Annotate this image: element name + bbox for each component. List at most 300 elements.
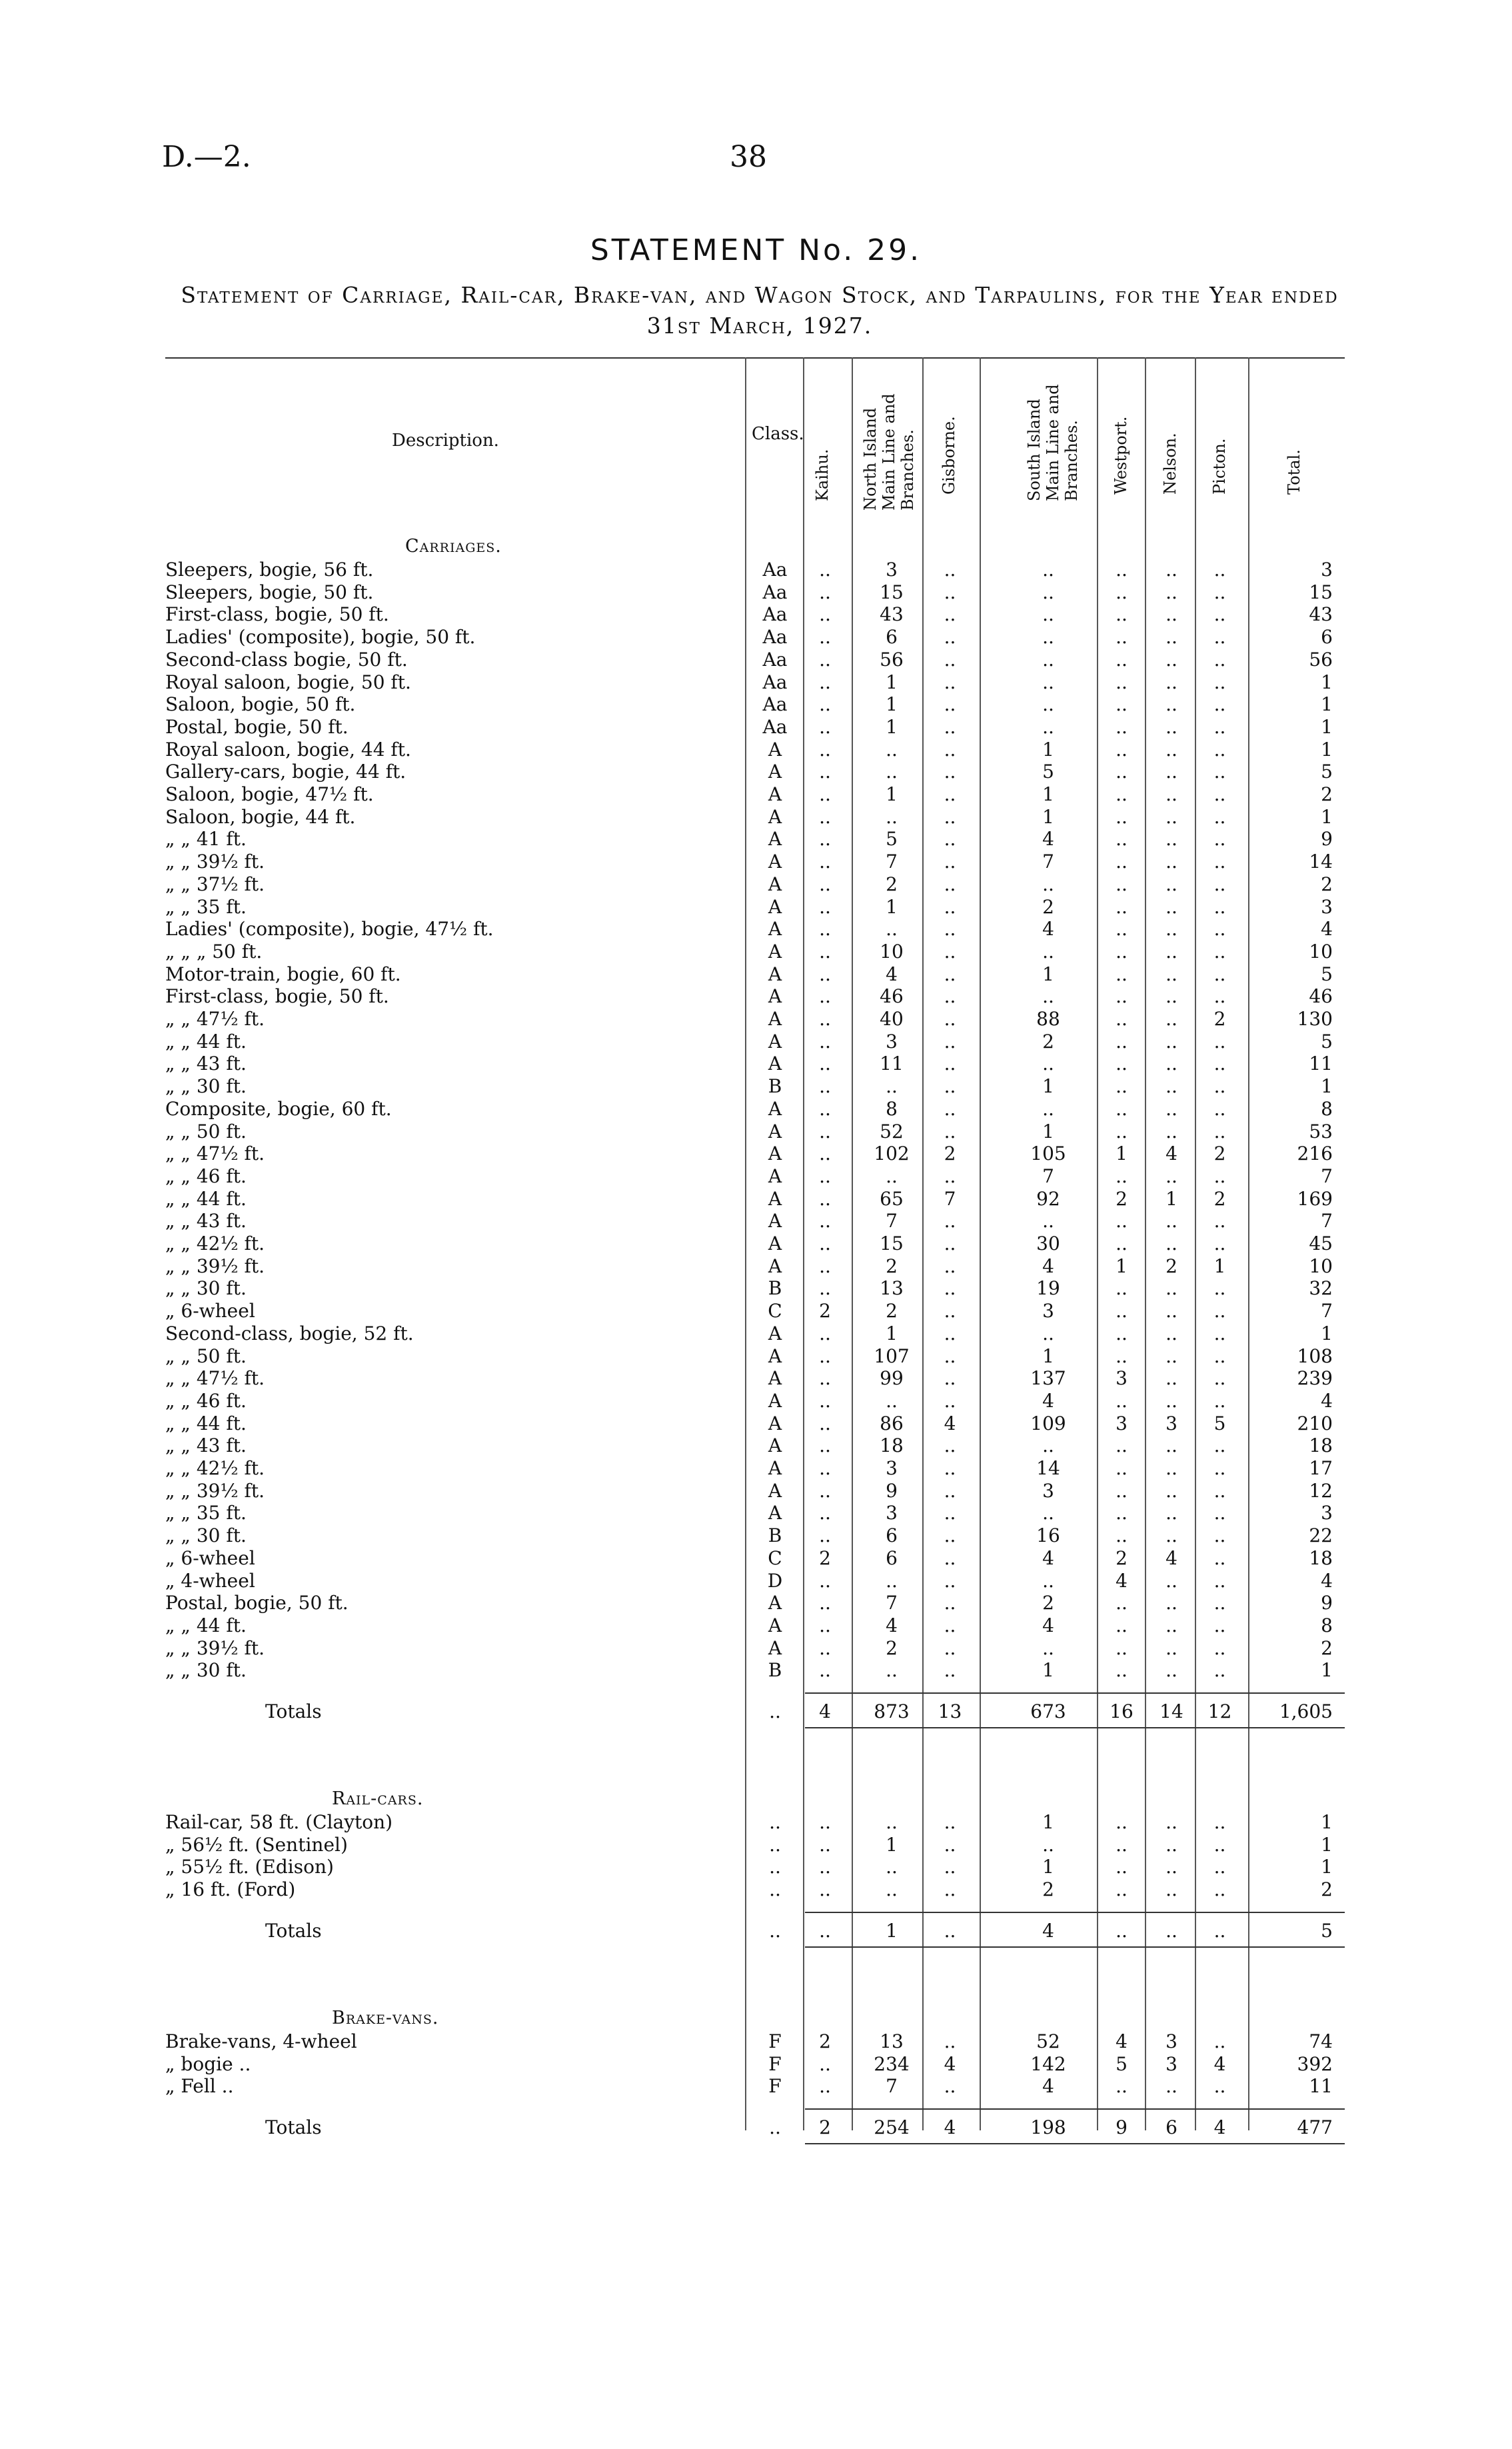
row-description: Saloon, bogie, 50 ft. [165,693,356,716]
table-row [165,963,1345,986]
row-value: .. [1165,1210,1177,1232]
row-value: .. [819,1210,831,1232]
row-description: Postal, bogie, 50 ft. [165,1592,349,1614]
row-value: 43 [1309,603,1333,626]
row-value: .. [1042,559,1054,581]
row-value: .. [1042,693,1054,716]
row-value: 7 [1042,1165,1054,1187]
row-value: .. [819,2075,831,2098]
row-value: .. [886,1569,898,1592]
row-description: „ 4-wheel [165,1569,255,1592]
row-value: 1 [1213,1254,1226,1277]
row-description: „ „ 44 ft. [165,1614,247,1636]
row-class: A [768,805,782,828]
row-value: .. [944,1457,956,1479]
row-value: .. [944,559,956,581]
row-value: 4 [1042,1546,1054,1569]
row-description: „ „ 37½ ft. [165,873,265,895]
doc-reference: D.—2. [162,140,251,174]
row-class: A [768,1097,782,1120]
row-value: .. [1213,581,1226,603]
row-value: .. [819,1833,831,1856]
table-row [165,851,1345,873]
row-value: .. [1165,940,1177,963]
statement-subtitle: Statement of Carriage, Rail-car, Brake-van, and Wagon Stock, and Tarpaulins, for the Year ended 31st March, 1927. [181,282,1339,339]
row-description: „ „ 35 ft. [165,895,247,918]
totals-row [165,1700,1345,1723]
row-value: .. [1213,1277,1226,1300]
table-row [165,1434,1345,1457]
row-description: „ „ 47½ ft. [165,1008,265,1030]
table-row [165,1232,1345,1255]
row-value: .. [944,1811,956,1833]
row-value: .. [944,1367,956,1390]
row-value: 239 [1297,1367,1333,1390]
row-value: 74 [1309,2030,1333,2052]
row-value: .. [1116,1277,1128,1300]
row-value: .. [944,1569,956,1592]
row-value: .. [1165,1097,1177,1120]
row-value: 1 [1321,738,1333,761]
totals-value: .. [1165,1919,1177,1942]
row-value: .. [944,1614,956,1636]
table-row [165,559,1345,581]
row-value: .. [1116,1502,1128,1524]
stock-table [165,357,1345,2137]
row-description: „ „ 35 ft. [165,1502,247,1524]
row-class: A [768,1636,782,1659]
row-value: .. [1116,1856,1128,1878]
row-class: A [768,873,782,895]
row-value: .. [819,940,831,963]
row-value: .. [886,1075,898,1098]
table-row [165,1188,1345,1211]
row-value: .. [1213,1075,1226,1098]
row-value: 4 [1042,1254,1054,1277]
row-value: 137 [1030,1367,1066,1390]
row-class: .. [769,1811,781,1833]
row-value: .. [1042,873,1054,895]
row-description: „ „ 43 ft. [165,1053,247,1075]
row-value: .. [819,581,831,603]
row-value: .. [1165,1479,1177,1502]
row-value: .. [1116,1165,1128,1187]
row-value: .. [1165,581,1177,603]
totals-value: .. [944,1919,956,1942]
row-value: 3 [1116,1367,1128,1390]
section-heading: Brake-vans. [332,2007,439,2028]
row-value: .. [819,1479,831,1502]
row-value: 2 [1165,1254,1177,1277]
totals-value: 14 [1159,1700,1183,1722]
table-row [165,761,1345,783]
row-value: 30 [1036,1232,1060,1254]
row-value: .. [1042,1322,1054,1344]
row-value: 4 [886,963,898,985]
table-row [165,941,1345,963]
row-value: .. [886,761,898,783]
row-value: 7 [1321,1300,1333,1322]
row-value: .. [944,1300,956,1322]
row-value: .. [1213,1479,1226,1502]
row-value: 1 [1042,1075,1054,1098]
row-value: 2 [1213,1008,1226,1030]
row-value: .. [1213,1165,1226,1187]
row-value: .. [819,1569,831,1592]
row-value: .. [1213,626,1226,649]
row-value: .. [944,1592,956,1614]
totals-value: 2 [819,2116,831,2138]
row-value: .. [1165,873,1177,895]
row-value: .. [1213,1344,1226,1367]
row-value: 5 [1321,1030,1333,1053]
col-head-total: Total. [1285,449,1303,495]
row-value: .. [1165,963,1177,985]
row-value: .. [1213,1053,1226,1075]
row-value: 1 [886,1322,898,1344]
row-value: .. [944,671,956,693]
row-value: .. [944,783,956,805]
row-value: .. [1042,1569,1054,1592]
row-class: Aa [762,603,788,626]
row-value: .. [1213,828,1226,851]
row-value: 4 [1321,918,1333,941]
row-value: 1 [1042,1856,1054,1878]
row-value: .. [1116,851,1128,873]
row-description: „ „ 44 ft. [165,1412,247,1434]
row-value: .. [1213,1592,1226,1614]
row-value: .. [1116,1030,1128,1053]
row-value: 2 [819,1546,831,1569]
row-value: .. [944,873,956,895]
row-value: .. [944,761,956,783]
row-value: .. [1165,626,1177,649]
row-value: .. [1116,1097,1128,1120]
row-value: 11 [1309,1053,1333,1075]
row-value: 3 [886,1502,898,1524]
row-value: .. [1213,1232,1226,1254]
row-value: .. [1165,1524,1177,1547]
table-row [165,1570,1345,1592]
row-value: .. [1116,1210,1128,1232]
row-value: 19 [1036,1277,1060,1300]
row-value: .. [1116,1457,1128,1479]
table-row [165,873,1345,896]
row-value: 5 [886,828,898,851]
row-value: .. [886,1165,898,1187]
row-value: 4 [1042,828,1054,851]
row-value: .. [819,1412,831,1434]
row-class: B [768,1659,782,1682]
row-value: .. [1116,1120,1128,1143]
row-value: .. [1116,559,1128,581]
row-value: .. [819,715,831,738]
row-value: 1 [1042,805,1054,828]
row-description: „ „ 39½ ft. [165,1636,265,1659]
totals-label: Totals [265,1700,322,1722]
row-value: .. [1116,1878,1128,1901]
row-description: „ „ 30 ft. [165,1659,247,1682]
row-value: 1 [1321,671,1333,693]
row-value: .. [944,918,956,941]
row-value: .. [1213,1569,1226,1592]
row-value: .. [1165,1120,1177,1143]
row-value: .. [1165,1457,1177,1479]
row-value: 4 [1116,2030,1128,2052]
row-value: .. [1116,1636,1128,1659]
row-value: .. [1116,963,1128,985]
row-value: 18 [1309,1434,1333,1457]
row-value: .. [1042,603,1054,626]
row-class: A [768,1389,782,1412]
row-value: 7 [886,1592,898,1614]
row-value: 4 [1165,1546,1177,1569]
table-row [165,649,1345,671]
row-value: .. [819,828,831,851]
table-row [165,1390,1345,1412]
row-value: 7 [886,1210,898,1232]
row-value: .. [819,1030,831,1053]
table-row [165,1834,1345,1856]
table-row [165,1856,1345,1878]
row-description: „ bogie .. [165,2052,251,2075]
row-value: 4 [944,1412,956,1434]
row-class: A [768,1120,782,1143]
row-value: .. [1165,1811,1177,1833]
table-row [165,671,1345,694]
col-head-westport: Westport. [1112,416,1130,495]
row-value: 45 [1309,1232,1333,1254]
row-value: .. [886,1856,898,1878]
row-class: .. [769,1878,781,1901]
row-value: 1 [1321,1833,1333,1856]
row-value: .. [1042,1210,1054,1232]
row-value: .. [1165,1165,1177,1187]
row-description: „ „ 39½ ft. [165,851,265,873]
row-value: 108 [1297,1344,1333,1367]
row-value: .. [1116,1479,1128,1502]
row-value: .. [886,918,898,941]
totals-value: .. [819,1919,831,1942]
row-value: .. [1116,738,1128,761]
table-row [165,1412,1345,1435]
row-value: 4 [1042,918,1054,941]
row-value: .. [1165,1389,1177,1412]
row-class: B [768,1524,782,1547]
row-class: A [768,851,782,873]
row-description: Ladies' (composite), bogie, 50 ft. [165,626,476,649]
row-value: .. [1165,1300,1177,1322]
row-value: .. [1042,581,1054,603]
row-value: .. [819,1367,831,1390]
row-value: .. [944,715,956,738]
row-value: 234 [874,2052,910,2075]
row-value: .. [819,1075,831,1098]
table-row [165,1614,1345,1637]
row-value: .. [1116,940,1128,963]
table-row [165,918,1345,941]
row-value: .. [819,895,831,918]
table-row [165,2030,1345,2053]
row-value: 11 [1309,2075,1333,2098]
row-value: 2 [1116,1546,1128,1569]
row-value: 4 [1116,1569,1128,1592]
row-value: .. [944,1277,956,1300]
row-value: .. [886,1811,898,1833]
row-value: 5 [1042,761,1054,783]
row-value: 13 [880,2030,904,2052]
totals-value: 4 [944,2116,956,2138]
row-value: 4 [1165,1143,1177,1165]
row-value: .. [1042,1053,1054,1075]
row-class: A [768,1008,782,1030]
row-value: .. [1116,1614,1128,1636]
row-description: Sleepers, bogie, 50 ft. [165,581,374,603]
row-class: A [768,918,782,941]
row-value: .. [944,1546,956,1569]
row-value: .. [1116,1075,1128,1098]
table-row [165,1075,1345,1098]
section-heading: Carriages. [405,536,502,557]
row-value: .. [819,783,831,805]
row-class: A [768,1614,782,1636]
row-value: 14 [1309,851,1333,873]
row-class: A [768,1187,782,1210]
row-value: .. [944,1210,956,1232]
row-value: 56 [1309,648,1333,671]
table-row [165,716,1345,739]
row-value: .. [944,626,956,649]
row-value: 1 [1116,1254,1128,1277]
row-value: .. [1165,1008,1177,1030]
row-class: Aa [762,693,788,716]
row-value: .. [1213,918,1226,941]
row-value: .. [819,1322,831,1344]
row-description: Saloon, bogie, 44 ft. [165,805,356,828]
row-description: Royal saloon, bogie, 50 ft. [165,671,411,693]
row-description: „ „ 42½ ft. [165,1232,265,1254]
row-class: A [768,738,782,761]
row-value: .. [819,648,831,671]
row-value: 102 [874,1143,910,1165]
row-description: „ „ 44 ft. [165,1187,247,1210]
row-description: „ „ 41 ft. [165,828,247,851]
row-value: .. [1116,693,1128,716]
row-value: 92 [1036,1187,1060,1210]
row-value: .. [1213,1389,1226,1412]
row-value: 3 [1165,1412,1177,1434]
totals-value: 1 [886,1919,898,1942]
row-value: .. [1213,783,1226,805]
totals-value: .. [1116,1919,1128,1942]
row-value: 18 [880,1434,904,1457]
row-value: .. [1116,671,1128,693]
row-value: 4 [886,1614,898,1636]
row-value: 3 [886,1457,898,1479]
row-value: .. [1213,715,1226,738]
row-description: „ „ 43 ft. [165,1434,247,1457]
row-class: F [768,2030,782,2052]
row-value: .. [819,1524,831,1547]
row-class: A [768,1165,782,1187]
row-description: Postal, bogie, 50 ft. [165,715,349,738]
table-row [165,1277,1345,1300]
row-value: 7 [1321,1165,1333,1187]
row-value: 1 [1321,693,1333,716]
row-value: .. [819,2052,831,2075]
row-value: 2 [819,2030,831,2052]
row-value: 2 [1321,1636,1333,1659]
row-value: 3 [1042,1479,1054,1502]
row-value: .. [1213,1856,1226,1878]
totals-label: Totals [265,2116,322,2138]
totals-value: 5 [1321,1919,1333,1942]
row-value: 12 [1309,1479,1333,1502]
row-value: .. [819,918,831,941]
row-value: .. [819,873,831,895]
totals-label: Totals [265,1919,322,1942]
row-class: A [768,1210,782,1232]
row-value: .. [819,985,831,1008]
row-value: 8 [886,1097,898,1120]
table-row [165,1480,1345,1502]
row-class: .. [769,1833,781,1856]
row-value: 43 [880,603,904,626]
row-value: 2 [1321,1878,1333,1901]
row-value: .. [886,1389,898,1412]
row-description: First-class, bogie, 50 ft. [165,603,389,626]
row-value: 15 [880,581,904,603]
row-value: .. [1165,1277,1177,1300]
row-value: .. [944,1389,956,1412]
row-value: .. [1213,2030,1226,2052]
row-value: .. [819,851,831,873]
row-value: .. [1165,671,1177,693]
table-row [165,1255,1345,1278]
row-value: 2 [1042,895,1054,918]
row-value: 1 [1042,1811,1054,1833]
row-value: 169 [1297,1187,1333,1210]
totals-value: 16 [1110,1700,1134,1722]
totals-value: 9 [1116,2116,1128,2138]
row-value: .. [819,1389,831,1412]
totals-value: 1,605 [1279,1700,1333,1722]
row-value: .. [1213,1367,1226,1390]
col-head-class: Class. [752,424,804,444]
row-description: „ Fell .. [165,2075,234,2098]
row-value: .. [1116,1053,1128,1075]
row-value: .. [1165,1592,1177,1614]
row-value: 8 [1321,1614,1333,1636]
row-value: 1 [1321,1659,1333,1682]
row-value: 86 [880,1412,904,1434]
row-class: Aa [762,559,788,581]
row-value: .. [819,1232,831,1254]
row-value: .. [1116,1344,1128,1367]
row-value: 3 [1321,559,1333,581]
row-value: .. [944,1524,956,1547]
row-value: 1 [1042,783,1054,805]
row-value: .. [1213,1322,1226,1344]
row-value: .. [1213,603,1226,626]
row-class: A [768,1457,782,1479]
row-value: 1 [886,671,898,693]
row-value: .. [944,1434,956,1457]
row-class: A [768,1434,782,1457]
row-value: .. [944,693,956,716]
row-value: .. [1213,1434,1226,1457]
row-value: 7 [944,1187,956,1210]
